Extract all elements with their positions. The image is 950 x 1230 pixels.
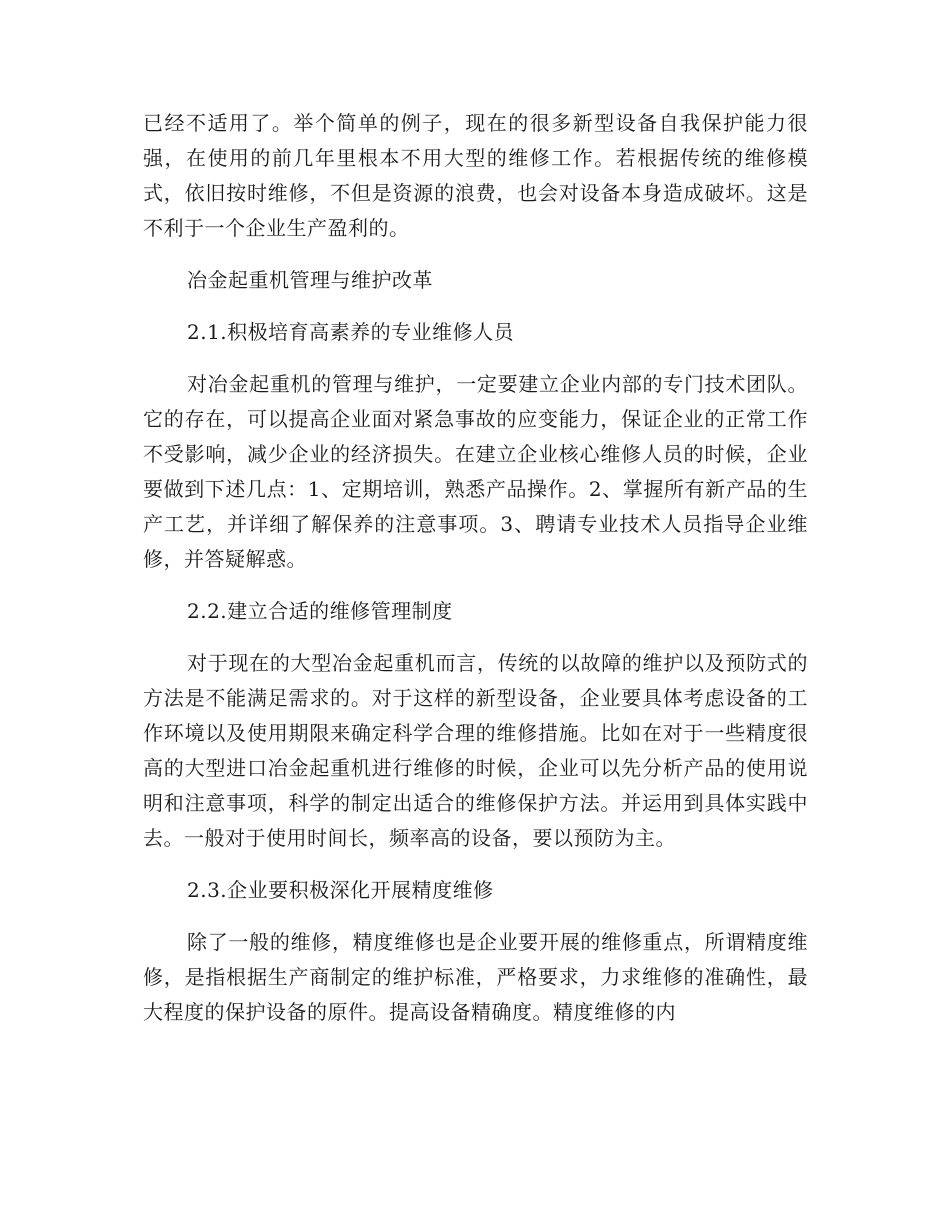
paragraph-2-1: 对冶金起重机的管理与维护，一定要建立企业内部的专门技术团队。它的存在，可以提高企业面对紧急事故的应变能力，保证企业的正常工作不受影响，减少企业的经济损失。在建立企业核心维修人员的时候，企业要做到下述几点：1、定期培训，熟悉产品操作。2、掌握所有新产品的生产工艺，并详细了解保养的注意事项。3、聘请专业技术人员指导企业维修，并答疑解惑。 bbox=[143, 372, 808, 571]
document-body bbox=[143, 106, 808, 1047]
paragraph-2-2: 对于现在的大型冶金起重机而言，传统的以故障的维护以及预防式的方法是不能满足需求的。对于这样的新型设备，企业要具体考虑设备的工作环境以及使用期限来确定科学合理的维修措施。比如在对于一些精度很高的大型进口冶金起重机进行维修的时候，企业可以先分析产品的使用说明和注意事项，科学的制定出适合的维修保护方法。并运用到具体实践中去。一般对于使用时间长，频率高的设备，要以预防为主。 bbox=[143, 651, 808, 850]
section-heading-2-2: 2.2.建立合适的维修管理制度 bbox=[187, 599, 453, 623]
section-heading-2-3: 2.3.企业要积极深化开展精度维修 bbox=[187, 878, 494, 902]
paragraph-2-3: 除了一般的维修，精度维修也是企业要开展的维修重点，所谓精度维修，是指根据生产商制定的维护标准，严格要求，力求维修的准确性，最大程度的保护设备的原件。提高设备精确度。精度维修的内 bbox=[143, 930, 808, 1024]
section-heading-reform: 冶金起重机管理与维护改革 bbox=[187, 268, 433, 292]
paragraph-continued: 已经不适用了。举个简单的例子，现在的很多新型设备自我保护能力很强，在使用的前几年里根本不用大型的维修工作。若根据传统的维修模式，依旧按时维修，不但是资源的浪费，也会对设备本身造成破坏。这是不利于一个企业生产盈利的。 bbox=[143, 111, 808, 240]
section-heading-2-1: 2.1.积极培育高素养的专业维修人员 bbox=[187, 320, 515, 344]
